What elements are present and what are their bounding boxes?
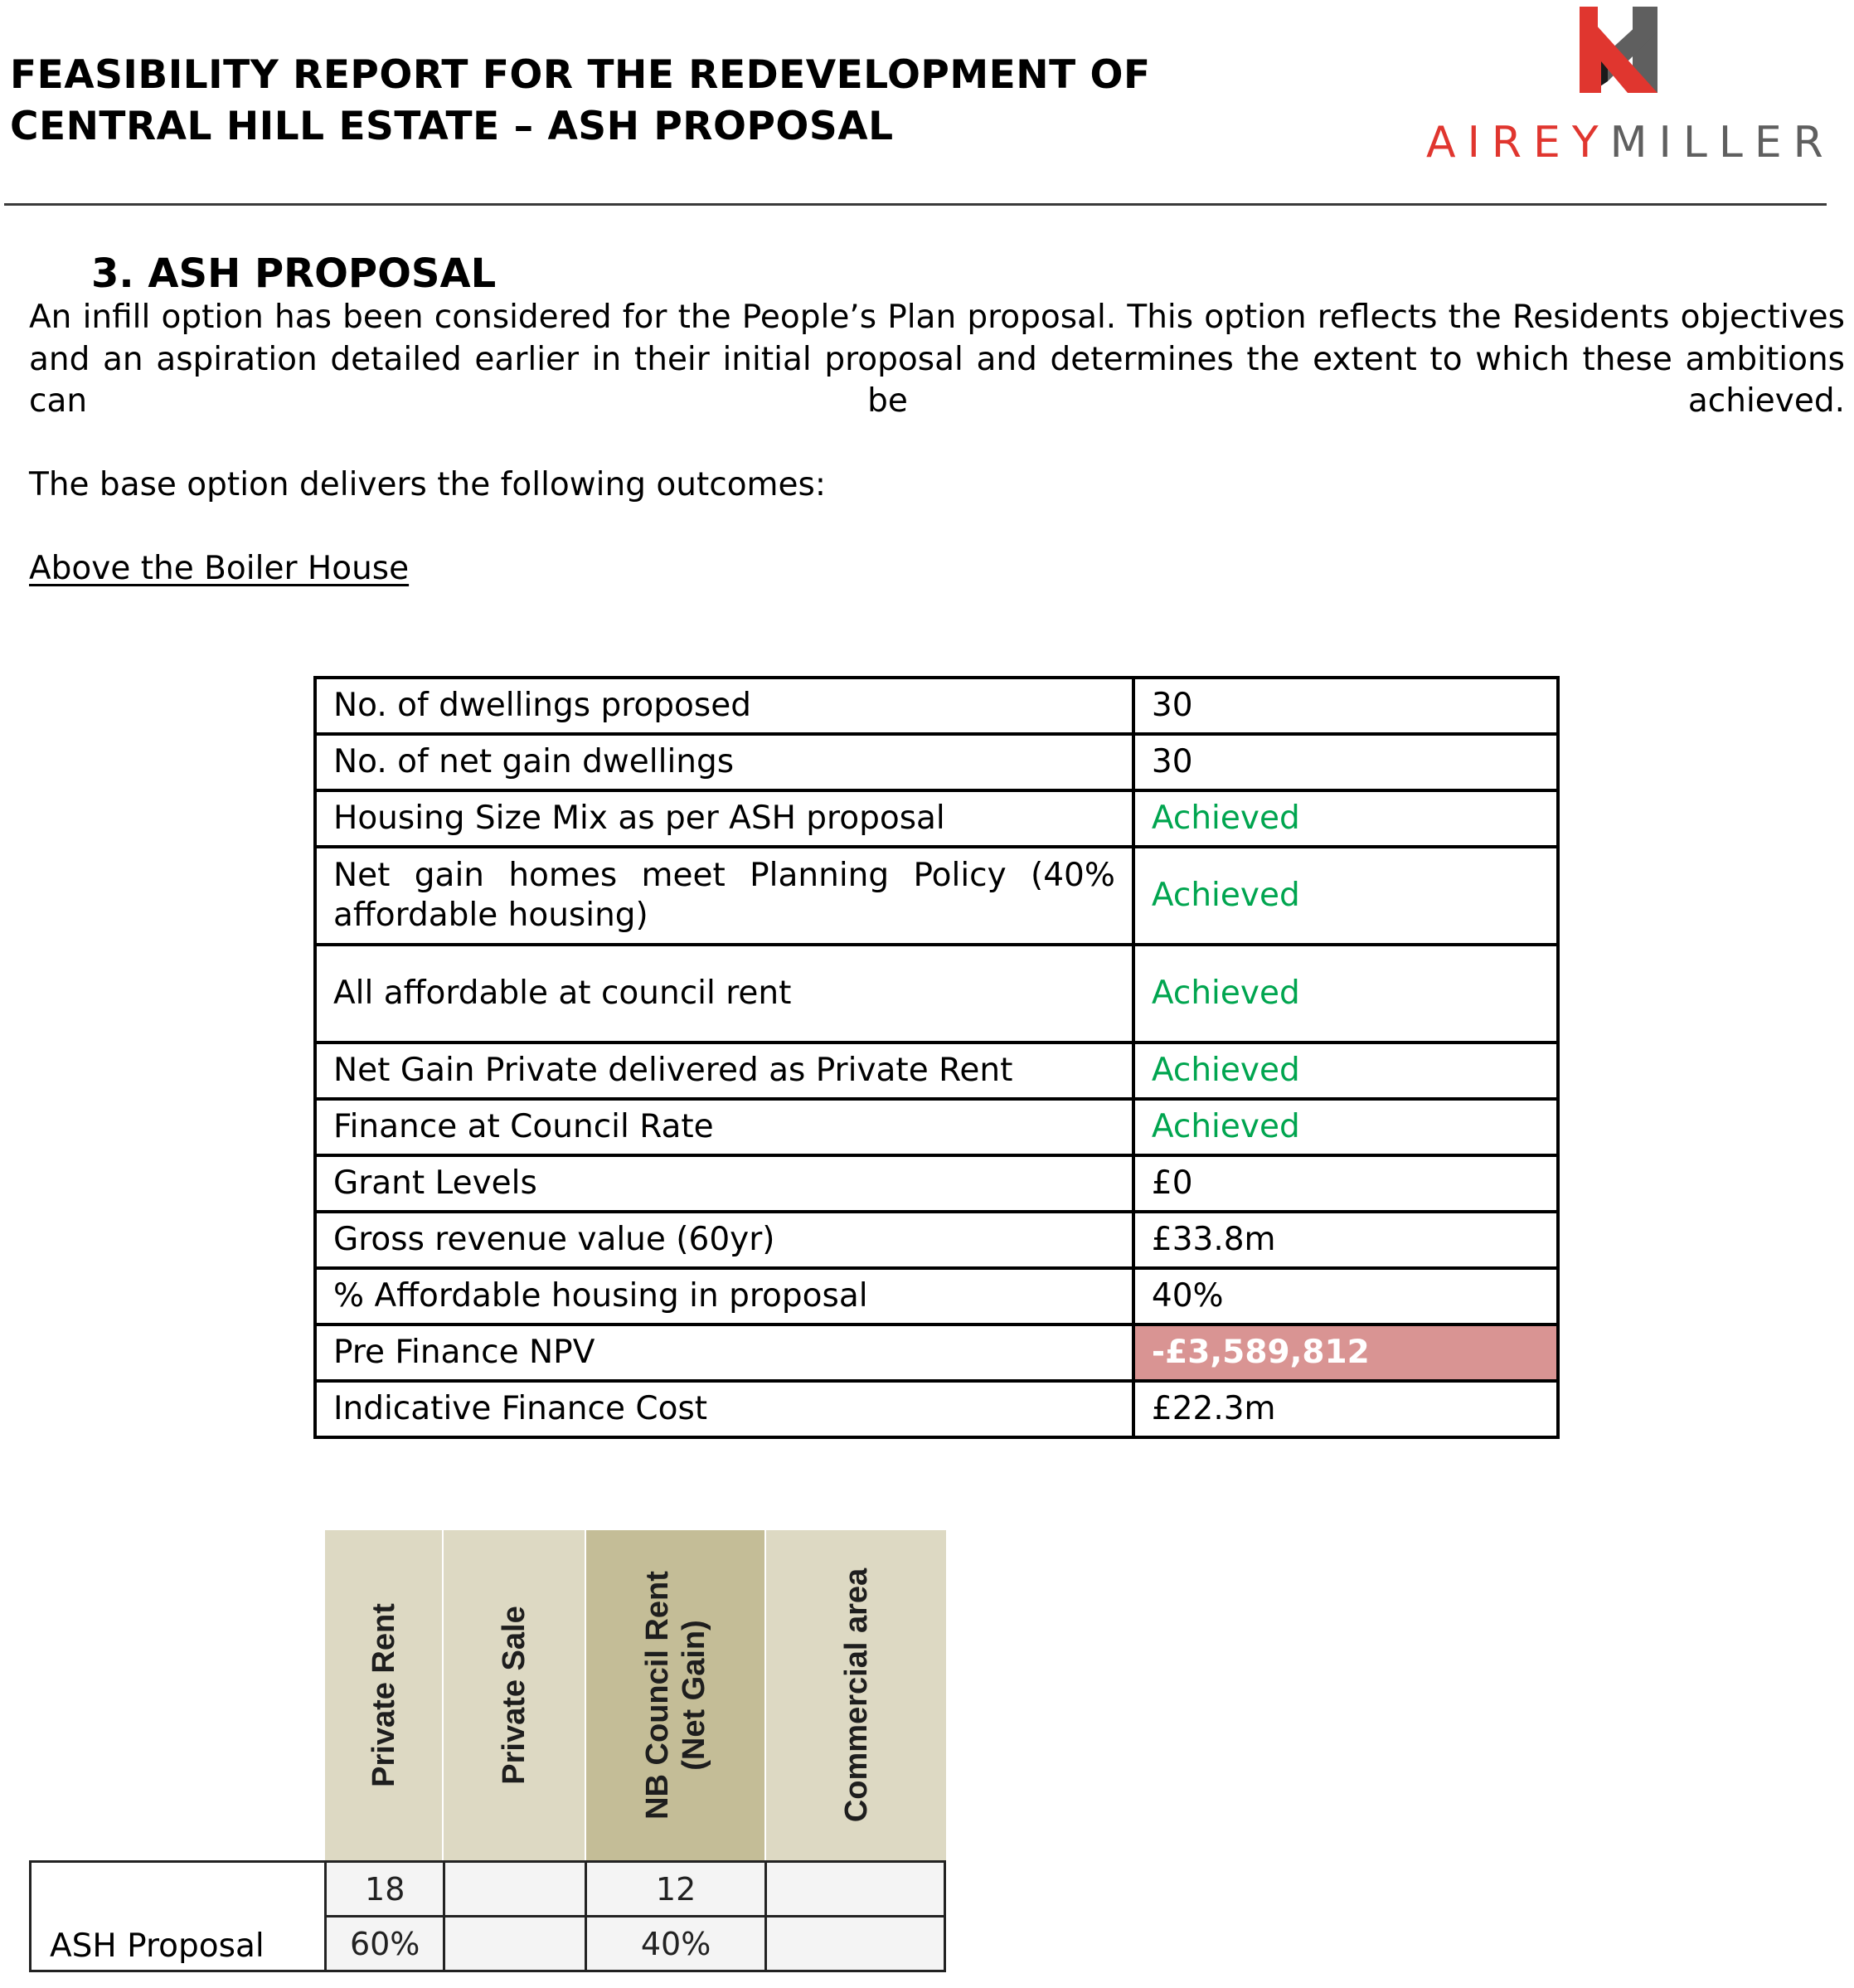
outcome-label: Gross revenue value (60yr) [315,1212,1133,1268]
outcomes-row [315,1099,1558,1155]
outcome-label: Pre Finance NPV [315,1325,1133,1381]
subheading-boiler-house: Above the Boiler House [29,550,410,587]
mix-header-label-line1: NB Council Rent [639,1571,675,1820]
mix-pct-private-sale [444,1917,586,1971]
outcomes-row [315,1212,1558,1268]
airey-miller-logo [1426,5,1835,171]
outcomes-row [315,945,1558,1043]
document-title-line-1: FEASIBILITY REPORT FOR THE REDEVELOPMENT OF [10,52,1151,98]
outcome-label: Indicative Finance Cost [315,1381,1133,1437]
intro-paragraph: An infill option has been considered for the People’s Plan proposal. This option reflects the Residents objectives and an aspiration detailed earlier in their initial proposal and determines the extent to which these ambitions can be achieved. [29,299,1845,420]
logo-word-miller: MILLER [1609,118,1835,168]
outcome-value: 40% [1133,1268,1558,1325]
header-divider [4,203,1827,206]
outcomes-row [315,678,1558,734]
mix-count-commercial [765,1862,944,1917]
mix-header-commercial-area [766,1530,946,1860]
outcomes-row [315,1325,1558,1381]
lead-paragraph: The base option delivers the following outcomes: [29,466,827,503]
airey-miller-m-logo-icon [1580,7,1657,93]
outcomes-row [315,847,1558,945]
mix-pct-commercial [765,1917,944,1971]
outcome-label: Finance at Council Rate [315,1099,1133,1155]
document-title-line-2: CENTRAL HILL ESTATE – ASH PROPOSAL [10,104,894,149]
outcomes-table [313,676,1560,1439]
mix-header-council-rent-net-gain [586,1530,764,1860]
outcome-label: No. of net gain dwellings [315,734,1133,790]
mix-counts-row [31,1862,945,1917]
mix-pct-council-rent: 40% [586,1917,765,1971]
mix-header-label [639,1571,712,1820]
logo-wordmark [1426,118,1835,168]
outcomes-row [315,1268,1558,1325]
mix-header-label-line2: (Net Gain) [676,1620,711,1771]
outcomes-row [315,790,1558,847]
mix-header-label: Private Rent [366,1603,401,1787]
outcomes-row [315,1381,1558,1437]
outcome-value: £0 [1133,1155,1558,1212]
housing-mix-grid [29,1860,946,1972]
mix-pct-private-rent: 60% [326,1917,444,1971]
outcome-label: Net Gain Private delivered as Private Rent [315,1043,1133,1099]
mix-count-private-sale [444,1862,586,1917]
section-heading: 3. ASH PROPOSAL [91,250,497,297]
outcomes-row [315,1155,1558,1212]
outcome-value: 30 [1133,678,1558,734]
status-achieved: Achieved [1133,945,1558,1043]
outcome-label: All affordable at council rent [315,945,1133,1043]
status-achieved: Achieved [1133,790,1558,847]
mix-header-label: Private Sale [497,1606,531,1785]
npv-value-negative: -£3,589,812 [1133,1325,1558,1381]
status-achieved: Achieved [1133,1099,1558,1155]
status-achieved: Achieved [1133,1043,1558,1099]
outcome-label: Net gain homes meet Planning Policy (40% affordable housing) [315,847,1133,945]
outcome-label: % Affordable housing in proposal [315,1268,1133,1325]
mix-header-label: Commercial area [838,1568,874,1823]
outcomes-row [315,1043,1558,1099]
outcome-value: £33.8m [1133,1212,1558,1268]
outcome-value: 30 [1133,734,1558,790]
mix-row-label: ASH Proposal [31,1862,326,1971]
status-achieved: Achieved [1133,847,1558,945]
mix-header-private-rent [325,1530,442,1860]
mix-header-private-sale [444,1530,585,1860]
outcome-value: £22.3m [1133,1381,1558,1437]
outcome-label: Grant Levels [315,1155,1133,1212]
logo-word-airey: AIREY [1426,118,1610,168]
outcome-label: Housing Size Mix as per ASH proposal [315,790,1133,847]
housing-mix-table [29,1530,946,1974]
mix-count-council-rent: 12 [586,1862,765,1917]
document-title [10,50,1151,153]
outcome-label: No. of dwellings proposed [315,678,1133,734]
outcomes-row [315,734,1558,790]
mix-count-private-rent: 18 [326,1862,444,1917]
